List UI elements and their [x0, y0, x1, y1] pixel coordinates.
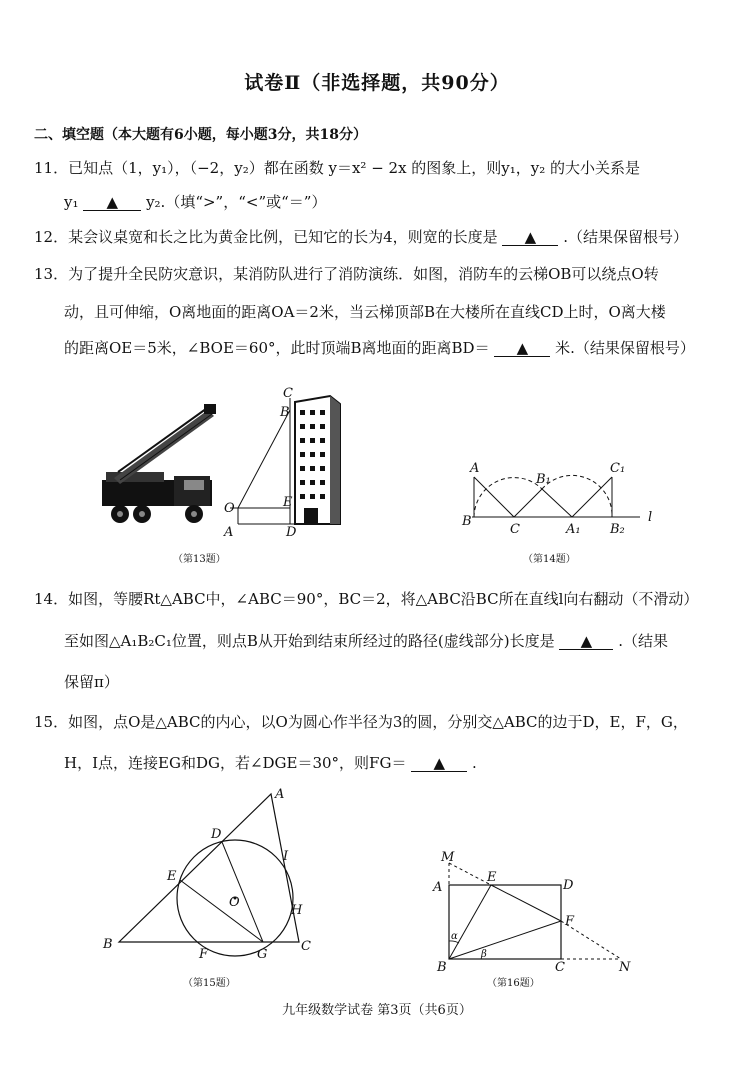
fig16-label-C: C [555, 960, 565, 975]
figure-15 [95, 780, 325, 970]
fig15-caption: （第15题） [183, 978, 236, 989]
q11-line2 [64, 191, 326, 212]
fig14-caption: （第14题） [523, 554, 576, 565]
fig15-label-H: H [291, 903, 303, 918]
q14-line2 [64, 630, 668, 651]
answer-blank-q11: ▲ [83, 195, 141, 211]
q13-line3 [64, 337, 695, 358]
fig13-label-D: D [286, 525, 297, 540]
page-title: 试卷Ⅱ（非选择题，共90分） [244, 72, 510, 94]
fig16-caption: （第16题） [487, 978, 540, 989]
fig15-label-D: D [211, 827, 222, 842]
fig15-label-I: I [283, 849, 289, 864]
fig15-label-F: F [199, 947, 209, 962]
fig13-label-C: C [283, 386, 293, 401]
fig14-label-A1: A₁ [566, 522, 581, 535]
fig16-label-beta: β [481, 949, 487, 960]
q14-text: 至如图△A₁B₂C₁位置，则点B从开始到结束所经过的路径(虚线部分)长度是 [64, 632, 555, 650]
figure-16 [425, 845, 640, 975]
figure-13 [90, 380, 360, 560]
page-footer: 九年级数学试卷 第3页（共6页） [282, 1003, 472, 1018]
answer-blank-q15: ▲ [411, 756, 467, 772]
q14-tail: .（结果 [618, 632, 668, 650]
fig15-label-G: G [257, 947, 268, 962]
q15-line2 [64, 752, 477, 773]
fig15-label-C: C [301, 939, 311, 954]
figure-14 [460, 455, 670, 535]
fig14-label-C1: C₁ [610, 461, 626, 476]
q13-text: 的距离OE＝5米，∠BOE＝60°，此时顶端B离地面的距离BD＝ [64, 339, 490, 357]
fig13-label-O: O [224, 501, 235, 516]
q11-line1: 11．已知点（1，y₁），（−2，y₂）都在函数 y＝x² − 2x 的图象上，则y₁，y₂ 的大小关系是 [34, 159, 641, 177]
fig16-label-D: D [563, 878, 574, 893]
q15-text: H，I点，连接EG和DG，若∠DGE＝30°，则FG＝ [64, 754, 407, 772]
section-heading: 二、填空题（本大题有6小题，每小题3分，共18分） [34, 127, 367, 143]
fig15-label-A: A [275, 787, 285, 802]
fig16-label-E: E [487, 870, 497, 885]
q13-line1: 13．为了提升全民防灾意识，某消防队进行了消防演练．如图，消防车的云梯OB可以绕点O转 [34, 265, 659, 283]
q14-line1: 14．如图，等腰Rt△ABC中，∠ABC＝90°，BC＝2，将△ABC沿BC所在直线l向右翻动（不滑动） [34, 590, 699, 608]
fig14-label-B: B [462, 514, 472, 529]
building-illustration [295, 396, 340, 524]
fig15-label-E: E [167, 869, 177, 884]
q13-tail: 米.（结果保留根号） [555, 339, 695, 357]
fig14-label-B2: B₂ [610, 522, 625, 535]
fig16-label-A: A [433, 880, 443, 895]
fire-truck-illustration [102, 404, 216, 523]
fig16-label-alpha: α [451, 931, 458, 942]
q13-line2: 动，且可伸缩，O离地面的距离OA＝2米，当云梯顶部B在大楼所在直线CD上时，O离大楼 [64, 303, 666, 321]
fig13-label-A: A [224, 525, 234, 540]
fig16-label-N: N [619, 960, 631, 975]
fig13-caption: （第13题） [173, 554, 226, 565]
fig14-label-C: C [510, 522, 520, 535]
fig14-label-A: A [470, 461, 480, 476]
q14-line3: 保留π） [64, 673, 119, 691]
fig16-label-B: B [437, 960, 447, 975]
answer-blank-q12: ▲ [502, 230, 558, 246]
fig16-label-F: F [565, 914, 575, 929]
fig13-label-E: E [283, 495, 293, 510]
q12-text: 12．某会议桌宽和长之比为黄金比例，已知它的长为4，则宽的长度是 [34, 228, 498, 246]
fig16-label-M: M [441, 850, 455, 865]
answer-blank-q14: ▲ [559, 634, 613, 650]
q11-y1: y₁ [64, 193, 79, 211]
fig13-label-B: B [280, 405, 290, 420]
fig15-label-O: O [229, 895, 240, 910]
fig14-label-B1: B₁ [536, 472, 551, 487]
q11-tail: y₂.（填“>”，“<”或“＝”） [146, 193, 327, 211]
q12-tail: .（结果保留根号） [563, 228, 688, 246]
q12-line [34, 226, 688, 247]
q15-line1: 15．如图，点O是△ABC的内心，以O为圆心作半径为3的圆，分别交△ABC的边于D，E，F，G， [34, 713, 688, 731]
q15-tail: . [472, 754, 477, 772]
fig14-label-l: l [648, 510, 653, 525]
answer-blank-q13: ▲ [494, 341, 550, 357]
fig15-label-B: B [103, 937, 113, 952]
